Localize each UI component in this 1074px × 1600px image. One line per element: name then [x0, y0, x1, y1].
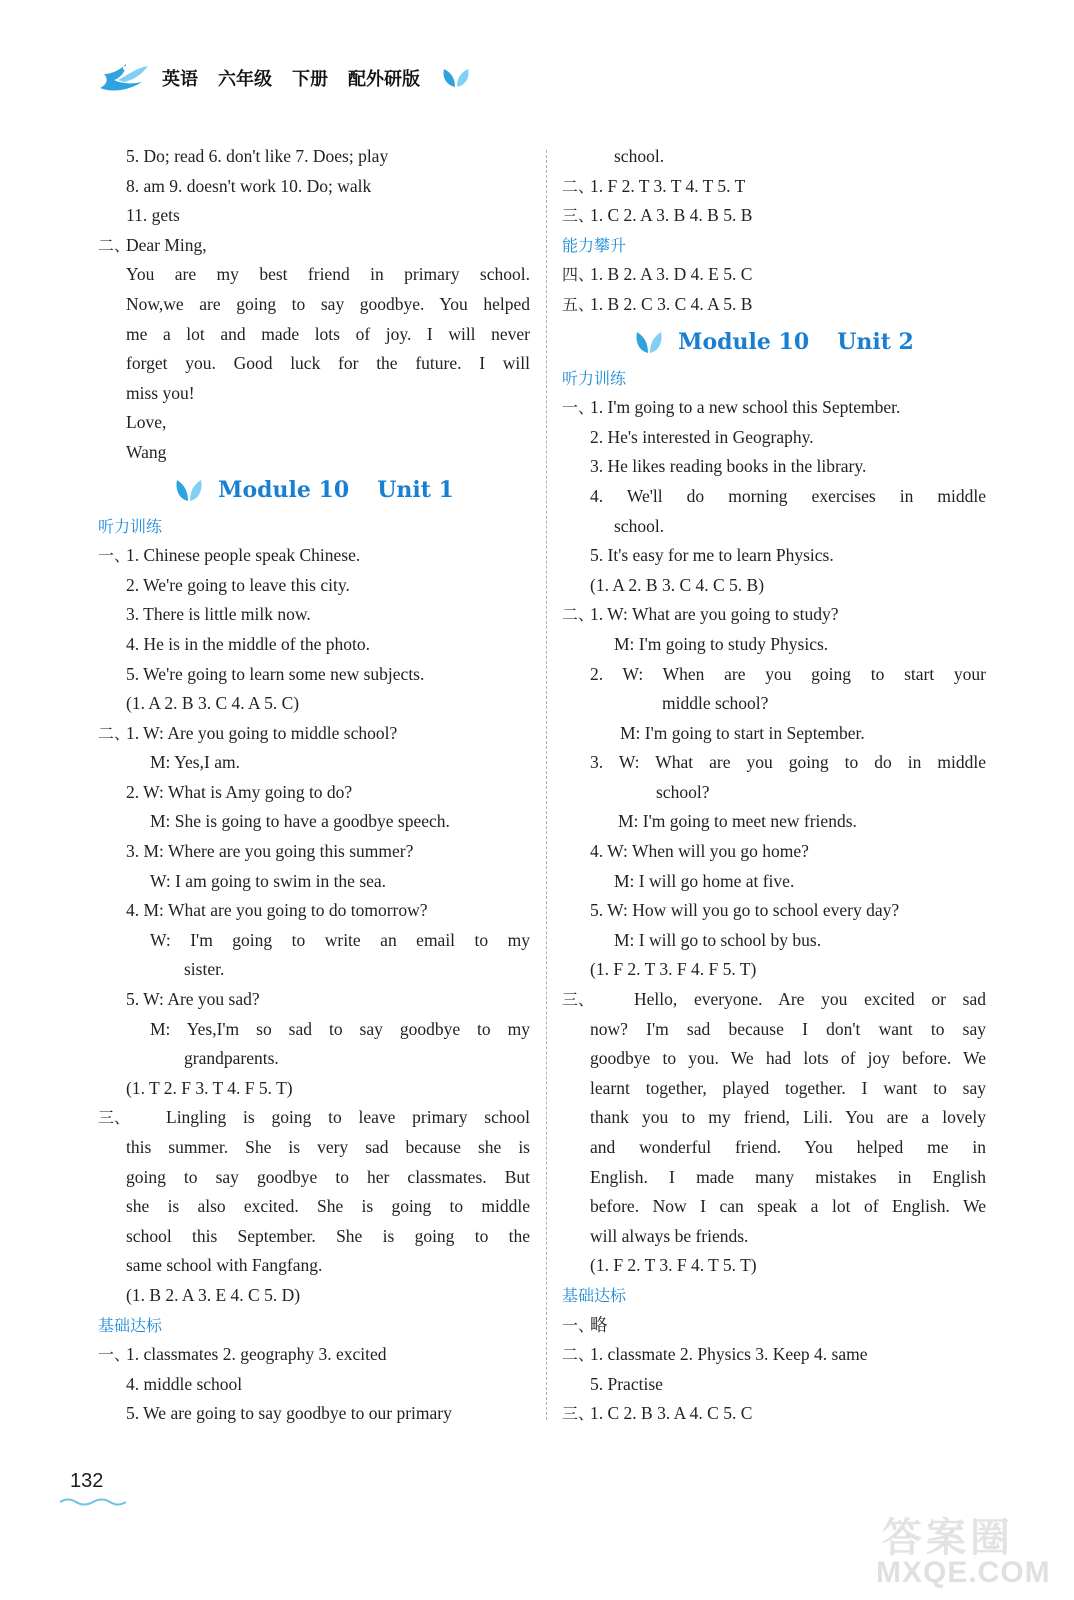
letter-line: miss you!	[126, 382, 195, 403]
letter-line: You are my best friend in primary school.	[126, 264, 530, 285]
dialogue-line: M: I will go to school by bus.	[614, 929, 822, 950]
listening-item: 一、 1. Chinese people speak Chinese.	[98, 541, 530, 571]
passage-line: school this September. She is going to the	[126, 1225, 530, 1246]
dialogue-line: middle school?	[662, 693, 769, 714]
prev-answer-line: 11. gets	[126, 205, 180, 226]
dialogue-line: 4. M: What are you going to do tomorrow?	[126, 900, 428, 921]
section-title: 基础达标	[98, 1315, 163, 1335]
basic-answer-line: 三、 1. C 2. B 3. A 4. C 5. C	[562, 1399, 986, 1429]
dialogue-line: 3. M: Where are you going this summer?	[126, 841, 414, 862]
answer-key: (1. A 2. B 3. C 4. C 5. B)	[590, 574, 765, 595]
listening-item: 5. It's easy for me to learn Physics.	[590, 545, 834, 566]
unit-title: Unit 1	[377, 476, 454, 503]
section-title: 听力训练	[562, 368, 627, 388]
dialogue-line: M: She is going to have a goodbye speech.	[150, 811, 450, 832]
section-marker: 一、	[562, 1315, 595, 1335]
section-marker: 四、	[562, 265, 595, 285]
listening-item: 4. We'll do morning exercises in middle	[590, 485, 986, 506]
listening-item: 一、 1. I'm going to a new school this September.	[562, 393, 986, 423]
dialogue-line: 5. W: How will you go to school every day?	[590, 900, 900, 921]
answer-key: 四、 1. B 2. A 3. D 4. E 5. C	[562, 260, 986, 290]
dialogue-line: 二、 1. W: Are you going to middle school?	[98, 719, 530, 749]
dialogue-line: 5. W: Are you sad?	[126, 989, 260, 1010]
dialogue-line: 2. W: What is Amy going to do?	[126, 781, 353, 802]
section-marker: 二、	[98, 235, 131, 255]
watermark	[874, 1506, 1054, 1596]
dialogue-line: M: I'm going to meet new friends.	[618, 811, 857, 832]
basic-answer-line: 4. middle school	[126, 1373, 243, 1394]
answer-key: (1. F 2. T 3. F 4. F 5. T)	[590, 959, 757, 980]
dialogue-line: M: I will go home at five.	[614, 870, 795, 891]
passage-line: goodbye to you. We had lots of joy before. We	[590, 1048, 986, 1069]
dialogue-line: 3. W: What are you going to do in middle	[590, 752, 986, 773]
right-column	[562, 142, 986, 1429]
volume-label: 下册	[292, 69, 328, 90]
passage-line: English. I made many mistakes in English	[590, 1166, 986, 1187]
passage-line: going to say goodbye to her classmates. But	[126, 1166, 530, 1187]
module-title: Module 10	[218, 476, 350, 503]
section-marker: 二、	[98, 723, 131, 743]
listening-item: 3. He likes reading books in the library.	[590, 456, 867, 477]
answer-key: (1. T 2. F 3. T 4. F 5. T)	[126, 1077, 293, 1098]
section-marker: 二、	[562, 605, 595, 625]
section-title: 基础达标	[562, 1285, 627, 1305]
dialogue-line: W: I'm going to write an email to my	[150, 929, 530, 950]
page-number: 132	[70, 1470, 104, 1492]
grade-label: 六年级	[218, 69, 272, 90]
passage-line: before. Now I can speak a lot of English. We	[590, 1196, 986, 1217]
left-column	[98, 142, 530, 1429]
letter-signature: Wang	[126, 441, 167, 462]
prev-answer-line: 5. Do; read 6. don't like 7. Does; play	[126, 146, 389, 166]
dialogue-line: 二、 1. W: What are you going to study?	[562, 600, 986, 630]
answer-key: 二、 1. F 2. T 3. T 4. T 5. T	[562, 172, 986, 202]
section-marker: 三、	[562, 206, 595, 226]
dialogue-line: 2. W: When are you going to start your	[590, 663, 986, 684]
answer-key: 三、 1. C 2. A 3. B 4. B 5. B	[562, 201, 986, 231]
letter-closing: Love,	[126, 412, 167, 433]
subject-label: 英语	[162, 69, 198, 90]
section-marker: 三、	[562, 1404, 595, 1424]
column-divider	[546, 150, 547, 1420]
dialogue-line: M: Yes,I'm so sad to say goodbye to my	[150, 1018, 530, 1039]
section-marker: 一、	[562, 398, 595, 418]
letter-line: me a lot and made lots of joy. I will never	[126, 323, 530, 344]
dialogue-line: sister.	[184, 959, 225, 980]
answer-key: (1. F 2. T 3. F 4. T 5. T)	[590, 1255, 757, 1276]
dialogue-line: 4. W: When will you go home?	[590, 841, 809, 862]
bird-logo-icon	[96, 58, 152, 98]
watermark-brand: 答案圈	[882, 1515, 1014, 1561]
letter-line: Now,we are going to say goodbye. You helped	[126, 293, 530, 314]
passage-line: thank you to my friend, Lili. You are a lovely	[590, 1107, 986, 1128]
leaf-icon	[174, 477, 204, 503]
passage-line: and wonderful friend. You helped me in	[590, 1137, 986, 1157]
listening-item: 5. We're going to learn some new subjects.	[126, 663, 425, 684]
unit-title: Unit 2	[837, 328, 914, 355]
letter-line: forget you. Good luck for the future. I will	[126, 353, 530, 374]
passage-line: learnt together, played together. I want to say	[590, 1077, 986, 1098]
section-marker: 三、	[562, 990, 595, 1010]
listening-item: school.	[614, 515, 665, 536]
basic-answer-line: 一、 略	[562, 1311, 986, 1341]
listening-item: 2. We're going to leave this city.	[126, 574, 350, 595]
passage-line: she is also excited. She is going to middle	[126, 1196, 530, 1217]
dialogue-line: M: Yes,I am.	[150, 752, 240, 773]
passage-line: this summer. She is very sad because she is	[126, 1137, 530, 1157]
passage-line: 三、 Hello, everyone. Are you excited or sad	[562, 985, 986, 1015]
dialogue-line: M: I'm going to start in September.	[620, 722, 865, 743]
section-marker: 二、	[562, 176, 595, 196]
dialogue-line: school?	[656, 781, 710, 802]
section-marker: 二、	[562, 1345, 595, 1365]
module-title: Module 10	[678, 328, 810, 355]
dialogue-line: W: I am going to swim in the sea.	[150, 870, 387, 891]
answer-key: 五、 1. B 2. C 3. C 4. A 5. B	[562, 290, 986, 320]
section-title: 能力攀升	[562, 235, 627, 255]
section-marker: 三、	[98, 1108, 131, 1128]
edition-label: 配外研版	[348, 69, 420, 90]
module-heading	[562, 320, 986, 364]
module-heading	[98, 468, 530, 512]
prev-answer-line: 8. am 9. doesn't work 10. Do; walk	[126, 175, 372, 196]
dialogue-line: grandparents.	[184, 1048, 279, 1069]
basic-answer-line: 一、 1. classmates 2. geography 3. excited	[98, 1340, 530, 1370]
section-title: 听力训练	[98, 516, 163, 536]
watermark-url: MXQE.COM	[876, 1556, 1051, 1589]
listening-item: 3. There is little milk now.	[126, 604, 311, 625]
passage-line: 三、 Lingling is going to leave primary school	[98, 1103, 530, 1133]
listening-item: 2. He's interested in Geography.	[590, 426, 814, 447]
passage-line: same school with Fangfang.	[126, 1255, 323, 1276]
answer-key: (1. B 2. A 3. E 4. C 5. D)	[126, 1284, 301, 1305]
passage-line: will always be friends.	[590, 1225, 749, 1246]
leaf-icon	[440, 67, 472, 89]
section-marker: 一、	[98, 1345, 131, 1365]
page-header	[96, 58, 472, 98]
answer-key: (1. A 2. B 3. C 4. A 5. C)	[126, 693, 300, 714]
letter-greeting: 二、 Dear Ming,	[98, 231, 530, 261]
basic-answer-line: 5. Practise	[590, 1373, 663, 1394]
dialogue-line: M: I'm going to study Physics.	[614, 633, 829, 654]
page-number-wave	[60, 1496, 126, 1506]
continued-line: school.	[614, 146, 665, 166]
section-marker: 一、	[98, 546, 131, 566]
basic-answer-line: 二、 1. classmate 2. Physics 3. Keep 4. same	[562, 1340, 986, 1370]
listening-item: 4. He is in the middle of the photo.	[126, 633, 370, 654]
leaf-icon	[634, 329, 664, 355]
section-marker: 五、	[562, 294, 595, 314]
passage-line: now? I'm sad because I don't want to say	[590, 1018, 986, 1039]
basic-answer-line: 5. We are going to say goodbye to our primary	[126, 1403, 452, 1424]
